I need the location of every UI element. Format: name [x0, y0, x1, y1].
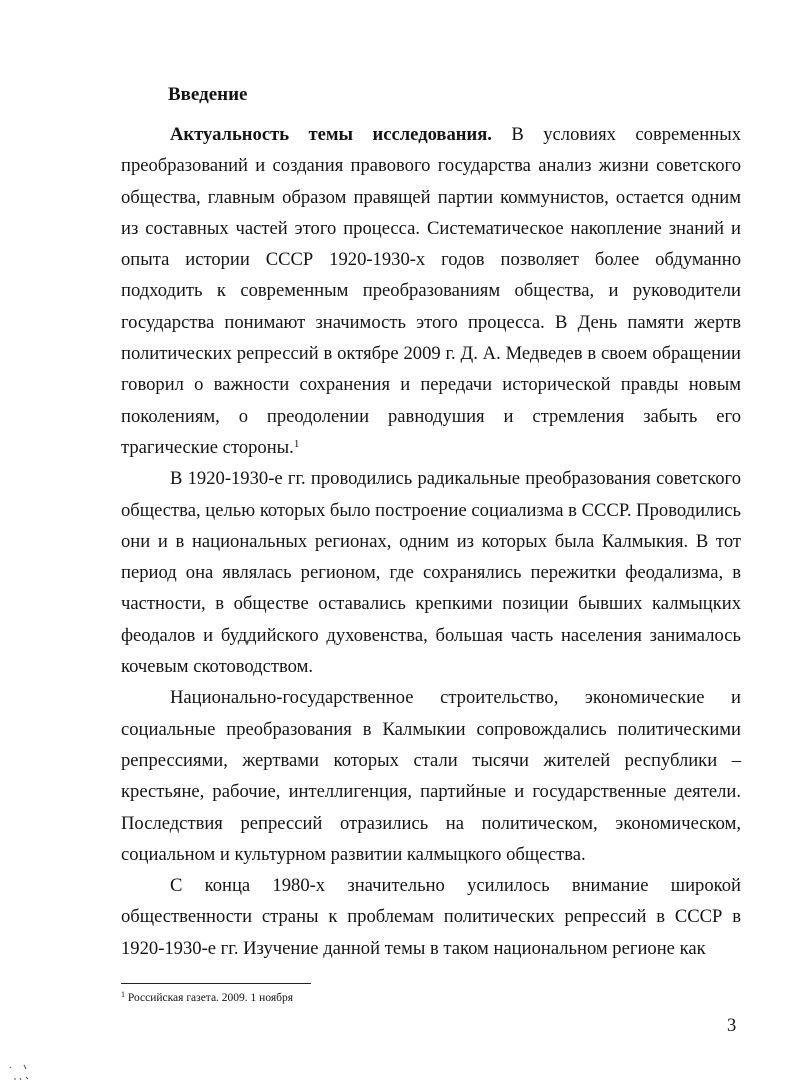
paragraph-repressions: Национально-государственное строительство, экономические и социальные преобразования в Калмыкии сопровождались политическими репрессиями, жертвами которых стали тысячи жителей республики – крестьяне, рабочие, интеллигенция, партийные и государственные деятели. Последствия репрессий отразились на политическом, экономическом, социальном и культурном развитии калмыцкого общества. [121, 687, 741, 865]
paragraph-transformations: В 1920-1930-е гг. проводились радикальные преобразования советского общества, целью которых было построение социализма в СССР. Проводились они и в национальных регионах, одним из которых была Калмыкия. В тот период она являлась регионом, где сохранялись пережитки феодализма, в частности, в обществе оставались крепкими позиции бывших калмыцких феодалов и буддийского духовенства, большая часть населения занималось кочевым скотоводством. [121, 468, 741, 678]
page-number: 3 [727, 1016, 737, 1036]
footnote [121, 991, 293, 1005]
section-heading: Введение [168, 84, 248, 105]
footnote-reference[interactable]: 1 [293, 437, 300, 450]
body-text [121, 119, 741, 964]
footnote-divider [121, 983, 311, 984]
paragraph-public-attention: С конца 1980-х значительно усилилось внимание широкой общественности страны к проблемам политических репрессий в СССР в 1920-1930-е гг. Изучение данной темы в таком национальном регионе как [121, 875, 741, 959]
paragraph-text: В условиях современных преобразований и создания правового государства анализ жизни советского общества, главным образом правящей партии коммунистов, остается одним из составных частей этого процесса. Систематическое накопление знаний и опыта истории СССР 1920-1930-х годов позволяет более обдуманно подходить к современным преобразованиям общества, и руководители государства понимают значимость этого процесса. В День памяти жертв политических репрессий в октябре 2009 г. Д. А. Медведев в своем обращении говорил о важности сохранения и передачи исторической правды новым поколениям, о преодолении равнодушия и стремления забыть его трагические стороны. [121, 124, 741, 458]
paragraph-lead: Актуальность темы исследования. [170, 124, 492, 145]
footnote-number: 1 [121, 990, 125, 999]
paragraph-relevance [121, 119, 741, 463]
footnote-text: Российская газета. 2009. 1 ноября [127, 992, 294, 1004]
scan-artifact-icon [6, 1063, 36, 1083]
